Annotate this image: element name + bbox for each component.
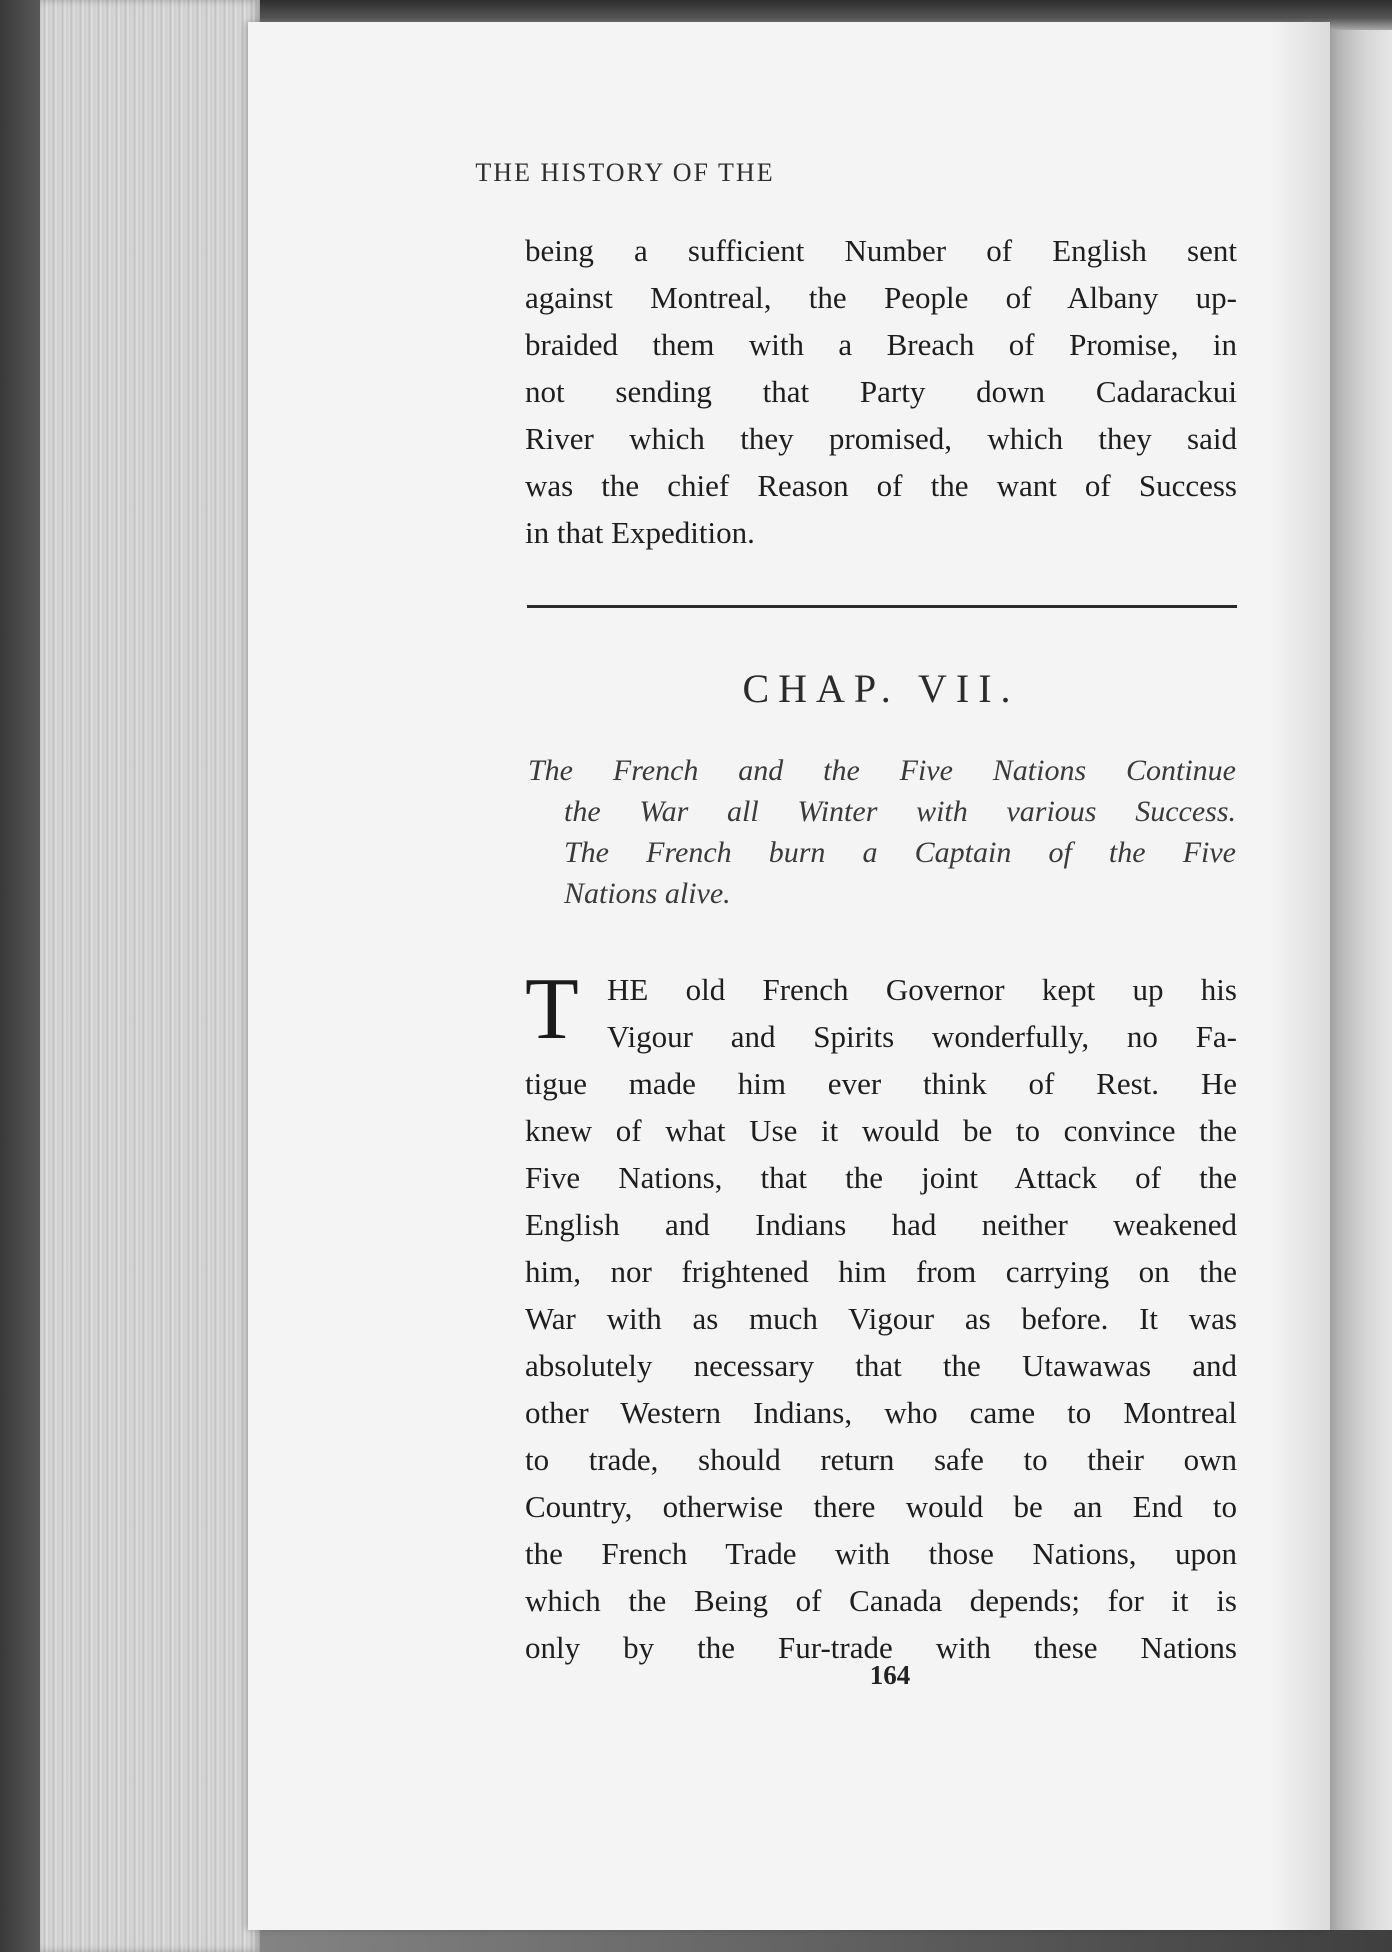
text-line: braided them with a Breach of Promise, in: [525, 327, 1237, 362]
text-line: knew of what Use it would be to convince the: [525, 1113, 1237, 1148]
argument-line: the War all Winter with various Success.: [564, 795, 1236, 828]
text-line: was the chief Reason of the want of Success: [525, 468, 1237, 503]
text-line: River which they promised, which they said: [525, 421, 1237, 456]
text-line: only by the Fur-trade with these Nations: [525, 1630, 1237, 1665]
text-line: in that Expedition.: [525, 515, 755, 550]
gutter-shadow: [1270, 22, 1330, 1930]
argument-line: The French and the Five Nations Continue: [528, 754, 1236, 787]
facing-page-edge: [1325, 30, 1392, 1930]
page-number: 164: [869, 1660, 911, 1690]
text-line: the French Trade with those Nations, upon: [525, 1536, 1237, 1571]
text-line: against Montreal, the People of Albany up-: [525, 280, 1237, 315]
drop-cap: T: [525, 961, 579, 1058]
chapter-divider-rule: [527, 605, 1237, 608]
text-line: Country, otherwise there would be an End to: [525, 1489, 1237, 1524]
chapter-argument: [528, 750, 1236, 914]
body-paragraph: [525, 961, 1237, 1671]
text-line: tigue made him ever think of Rest. He: [525, 1066, 1237, 1101]
text-line: to trade, should return safe to their own: [525, 1442, 1237, 1477]
text-line: Vigour and Spirits wonderfully, no Fa-: [607, 1019, 1237, 1054]
text-line: him, nor frightened him from carrying on the: [525, 1254, 1237, 1289]
argument-line: The French burn a Captain of the Five: [564, 836, 1236, 869]
argument-line: Nations alive.: [564, 877, 731, 910]
running-head: THE HISTORY OF THE: [475, 158, 775, 187]
page-edges-stack: [40, 0, 260, 1952]
text-line: War with as much Vigour as before. It was: [525, 1301, 1237, 1336]
text-line: not sending that Party down Cadarackui: [525, 374, 1237, 409]
text-line: other Western Indians, who came to Montreal: [525, 1395, 1237, 1430]
text-line: being a sufficient Number of English sent: [525, 233, 1237, 268]
text-line: Five Nations, that the joint Attack of the: [525, 1160, 1237, 1195]
text-line: absolutely necessary that the Utawawas and: [525, 1348, 1237, 1383]
chapter-title: CHAP. VII.: [742, 666, 1020, 711]
text-line: English and Indians had neither weakened: [525, 1207, 1237, 1242]
intro-paragraph: [525, 227, 1237, 556]
text-line: which the Being of Canada depends; for it is: [525, 1583, 1237, 1618]
text-line: HE old French Governor kept up his: [607, 972, 1237, 1007]
